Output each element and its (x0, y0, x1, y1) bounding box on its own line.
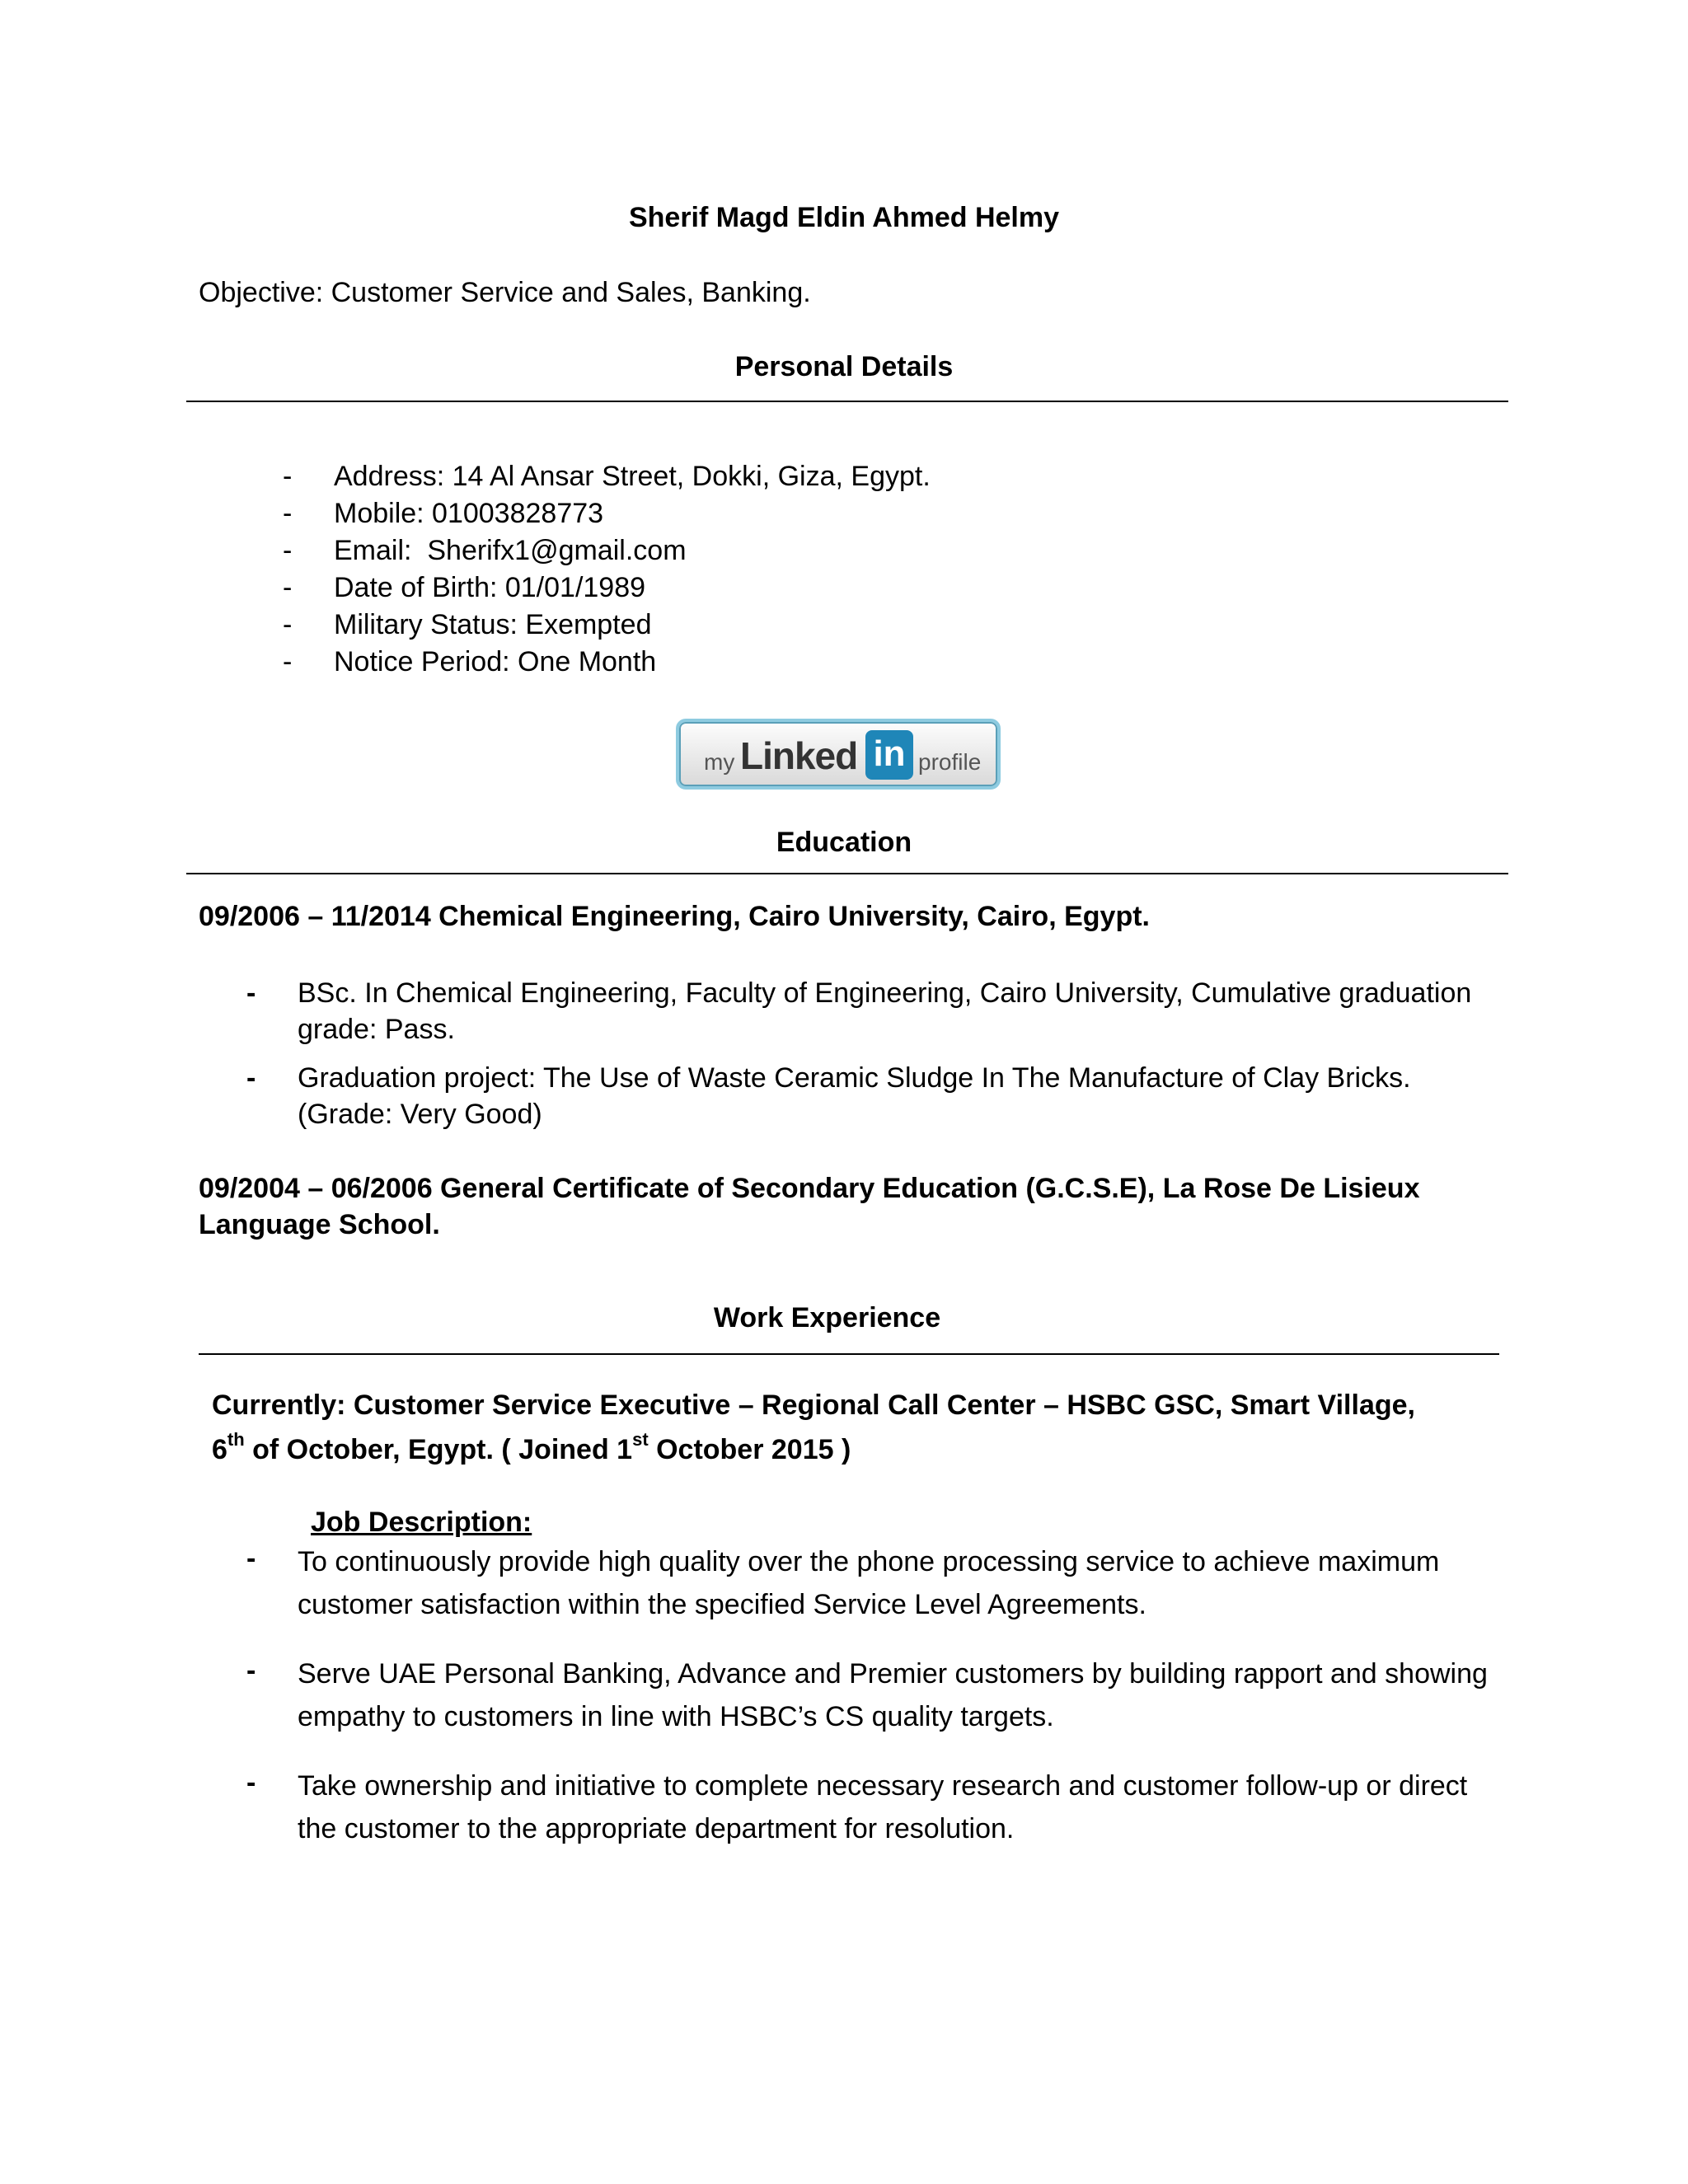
list-dash: - (283, 646, 293, 677)
list-dash: - (283, 609, 293, 640)
current-position-text: October 2015 ) (648, 1434, 851, 1465)
section-heading-work: Work Experience (713, 1302, 941, 1333)
section-rule (186, 873, 1508, 874)
linkedin-profile-badge[interactable] (676, 719, 1001, 790)
military-status: Military Status: Exempted (334, 609, 652, 640)
section-rule (199, 1353, 1499, 1355)
current-position-text: Currently: Customer Service Executive – Regional Call Center – HSBC GSC, Smart Village, 6 (212, 1390, 1415, 1465)
education-detail: BSc. In Chemical Engineering, Faculty of Engineering, Cairo University, Cumulative graduation grade: Pass. (298, 977, 1472, 1045)
section-heading-education: Education (776, 827, 912, 858)
list-dash: - (246, 1767, 256, 1798)
section-rule (186, 401, 1508, 402)
candidate-name: Sherif Magd Eldin Ahmed Helmy (628, 202, 1060, 233)
mobile: Mobile: 01003828773 (334, 498, 604, 529)
section-heading-personal: Personal Details (734, 351, 954, 382)
notice-period: Notice Period: One Month (334, 646, 657, 677)
badge-profile-text: profile (918, 749, 982, 775)
objective: Objective: Customer Service and Sales, Banking. (199, 277, 811, 308)
education-entry-title: 09/2006 – 11/2014 Chemical Engineering, Cairo University, Cairo, Egypt. (199, 901, 1150, 932)
job-duty: To continuously provide high quality over the phone processing service to achieve maximum customer satisfaction within the specified Service Level Agreements. (298, 1546, 1440, 1620)
email: Email: Sherifx1@gmail.com (334, 535, 687, 566)
address: Address: 14 Al Ansar Street, Dokki, Giza, Egypt. (334, 461, 931, 492)
badge-linked-text: Linked (740, 734, 858, 777)
superscript: st (632, 1428, 649, 1450)
job-duty: Serve UAE Personal Banking, Advance and Premier customers by building rapport and showing empathy to customers in line with HSBC’s CS quality targets. (298, 1658, 1488, 1732)
list-dash: - (283, 535, 293, 566)
list-dash: - (246, 1062, 256, 1094)
list-dash: - (283, 498, 293, 529)
education-detail: Graduation project: The Use of Waste Ceramic Sludge In The Manufacture of Clay Bricks. (Grade: Very Good) (298, 1062, 1411, 1130)
current-position (212, 1383, 1448, 1472)
date-of-birth: Date of Birth: 01/01/1989 (334, 572, 646, 603)
superscript: th (227, 1428, 245, 1450)
badge-my-text: my (704, 749, 735, 775)
current-position-text: of October, Egypt. ( Joined 1 (244, 1434, 633, 1465)
education-entry-title: 09/2004 – 06/2006 General Certificate of Secondary Education (G.C.S.E), La Rose De Lisieux Language School. (199, 1173, 1420, 1240)
list-dash: - (246, 977, 256, 1009)
list-dash: - (246, 1543, 256, 1574)
job-description-label: Job Description: (311, 1507, 532, 1538)
list-dash: - (246, 1655, 256, 1686)
list-dash: - (283, 572, 293, 603)
job-duty: Take ownership and initiative to complete necessary research and customer follow-up or direct the customer to the appropriate department for resolution. (298, 1770, 1468, 1844)
list-dash: - (283, 461, 293, 492)
linkedin-icon: in (865, 730, 913, 780)
